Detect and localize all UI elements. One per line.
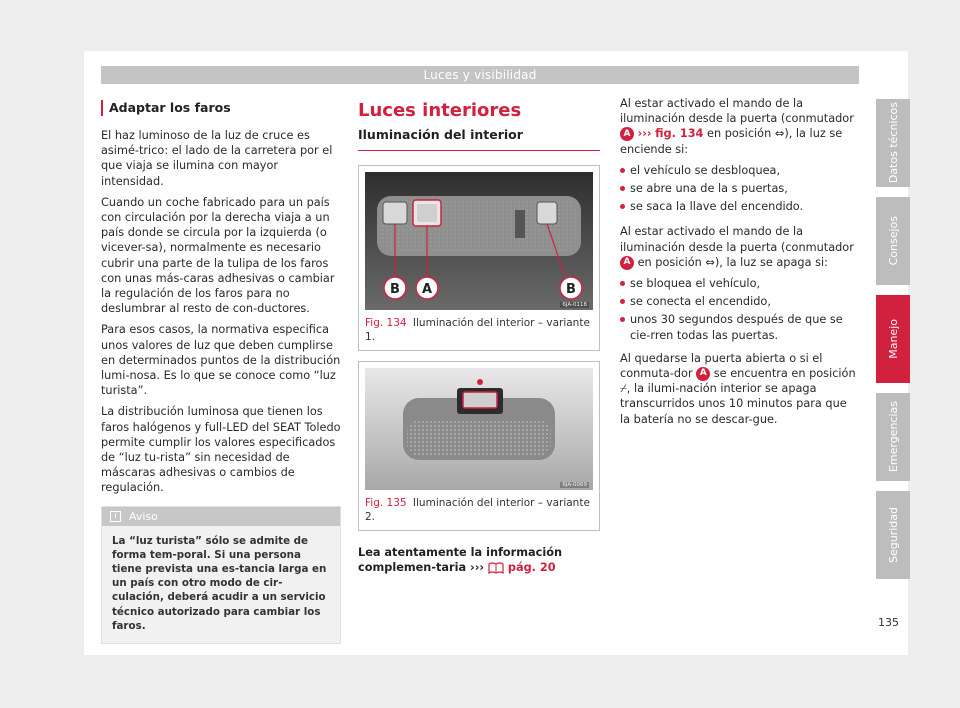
list-item: unos 30 segundos después de que se cie-rren todas las puertas. (620, 312, 858, 342)
tab-label: Emergencias (886, 401, 900, 473)
callout-b-left: B (390, 282, 400, 297)
figure-number: Fig. 135 (365, 497, 407, 509)
image-code: 6JA-0069 (562, 482, 587, 488)
paragraph: Para esos casos, la normativa especifica unos valores de luz que deben cumplirse en determinados puntos de la distribución lumi-nosa. Es lo que se conoce como “luz turista”. (101, 323, 341, 398)
paragraph: La distribución luminosa que tienen los faros halógenos y full-LED del SEAT Toledo permite cumplir los valores especificados de “luz tu-rista” sin necesidad de máscaras adhesivas o cambios de regulación. (101, 405, 341, 495)
main-title: Luces interiores (358, 100, 522, 121)
image-code: 6JA-0118 (562, 302, 587, 308)
info-icon: i (110, 511, 121, 522)
figure-caption-text: Iluminación del interior – variante 1. (365, 317, 590, 343)
list-item: se saca la llave del encendido. (620, 199, 858, 214)
tab-manejo[interactable] (876, 295, 910, 383)
callout-a: A (421, 282, 433, 297)
door-contact-icon: ⇔ (774, 127, 785, 141)
text: se encuentra en posición (713, 367, 856, 381)
text: Al estar activado el mando de la iluminación desde la puerta (conmutador (620, 225, 854, 254)
figure-caption-text: Iluminación del interior – variante 2. (365, 497, 590, 523)
read-more-arrows: ››› (470, 561, 485, 574)
tab-label: Seguridad (886, 507, 900, 563)
text: Al quedarse la puerta abierta o si el conmuta-dor (620, 351, 823, 381)
figure-135 (358, 361, 600, 531)
paragraph: El haz luminoso de la luz de cruce es asimé-trico: el lado de la carretera por el que viaja se ilumina con mayor intensidad. (101, 129, 333, 188)
list-item: el vehículo se desbloquea, (620, 163, 858, 178)
figure-link-arrows[interactable]: ››› (637, 127, 652, 141)
interior-light-photo-2 (365, 368, 593, 490)
switch-a-badge: A (696, 367, 710, 381)
figure-number: Fig. 134 (365, 317, 407, 329)
page-reference-link[interactable]: pág. 20 (507, 561, 556, 574)
read-more-text: Lea atentamente la información complemen-taria (358, 546, 562, 574)
list-light-on (620, 163, 858, 215)
text: en posición (637, 255, 702, 269)
book-icon (488, 562, 504, 574)
switch-a-badge: A (620, 127, 634, 141)
door-contact-icon: ⇔ (705, 255, 715, 269)
paragraph-door-open (620, 351, 858, 427)
section-title: Adaptar los faros (101, 100, 341, 116)
text: Al estar activado el mando de la iluminación desde la puerta (conmutador (620, 97, 854, 126)
figure-caption (365, 310, 593, 344)
notice-header (102, 507, 340, 526)
switch-a-badge: A (620, 256, 634, 270)
read-more-note (358, 545, 600, 575)
text: ), la luz se apaga si: (714, 255, 828, 269)
left-column (101, 96, 341, 644)
tab-label: Datos técnicos (886, 102, 900, 184)
paragraph-intro-2 (620, 224, 858, 270)
sub-title: Iluminación del interior (358, 127, 600, 151)
figure-134 (358, 165, 600, 351)
right-column (620, 96, 858, 433)
notice-box (101, 506, 341, 644)
tab-label: Consejos (886, 216, 900, 266)
light-off-icon: ⌿ (620, 382, 627, 396)
chapter-header: Luces y visibilidad (101, 66, 859, 84)
paragraph: Cuando un coche fabricado para un país con circulación por la derecha viaja a un país donde se circula por la izquierda (o vicever-sa), normalmente es necesario cubrir una parte de la tulipa de los faros con unas más-caras adhesivas o cambiar la regulación de los faros para no deslumbrar al resto de con-ductores. (101, 195, 335, 316)
middle-column (358, 96, 600, 575)
list-light-off (620, 276, 858, 343)
tab-label: Manejo (886, 319, 900, 359)
page-number: 135 (878, 616, 899, 629)
tab-consejos[interactable] (876, 197, 910, 285)
text: en posición (707, 127, 772, 141)
list-item: se bloquea el vehículo, (620, 276, 858, 291)
callout-b-right: B (566, 282, 576, 297)
paragraph-intro-1 (620, 96, 858, 157)
notice-body: La “luz turista” sólo se admite de forma tem-poral. Si una persona tiene prevista una es-tancia larga en un país con otro modo de cir-culación, deberá acudir a un servicio técnico autorizado para cambiar los faros. (112, 534, 327, 632)
interior-light-photo-1 (365, 172, 593, 310)
tab-datos-tecnicos[interactable] (876, 99, 910, 187)
text: , la ilumi-nación interior se apaga transcurridos unos 10 minutos para que la batería no se descar-gue. (620, 382, 847, 426)
list-item: se abre una de la s puertas, (620, 181, 858, 196)
figure-caption (365, 490, 593, 524)
interior-light-illustration-1 (365, 172, 593, 310)
tab-seguridad[interactable] (876, 491, 910, 579)
figure-link[interactable]: fig. 134 (655, 127, 704, 141)
tab-emergencias[interactable] (876, 393, 910, 481)
text: ), la luz se enciende si: (620, 127, 843, 156)
list-item: se conecta el encendido, (620, 294, 858, 309)
interior-light-illustration-2 (365, 368, 593, 490)
notice-title: Aviso (129, 509, 158, 523)
